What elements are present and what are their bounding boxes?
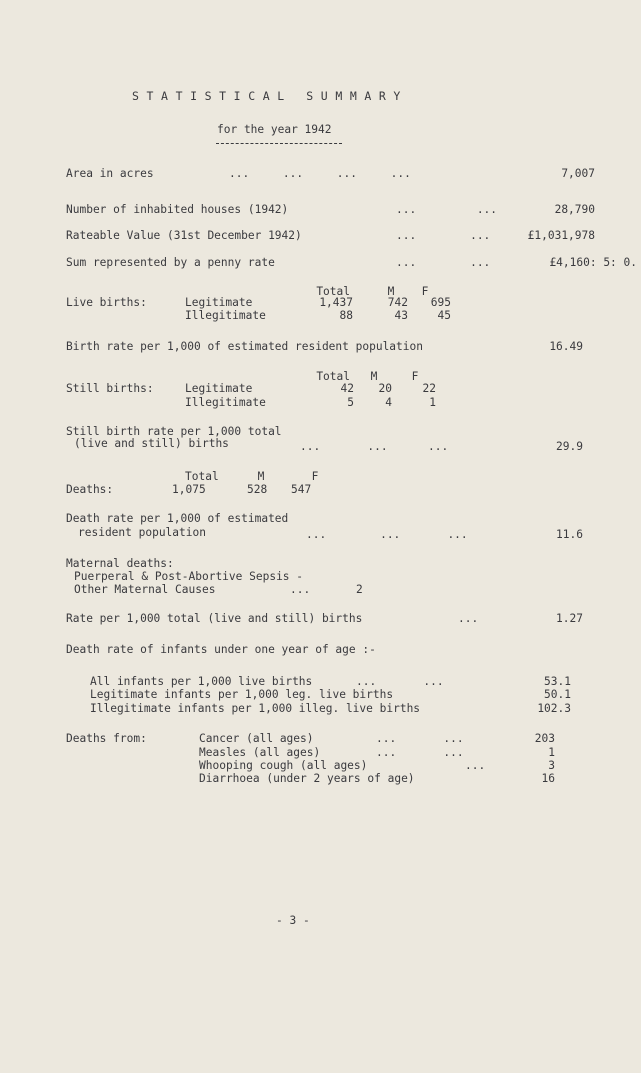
subtitle-underline [216,143,342,144]
live-births-header-total: Total [316,285,350,298]
live-births-header-m: M [387,285,395,298]
still-birth-rate-value: 29.9 [556,440,583,453]
infant-legit-label: Legitimate infants per 1,000 leg. live births [90,688,394,701]
page-number: - 3 - [276,914,310,927]
still-birth-rate-line2: (live and still) births [74,437,229,450]
rateable-value: £1,031,978 [527,229,595,242]
page-title: STATISTICAL SUMMARY [132,89,408,103]
still-births-header-total: Total [316,370,350,383]
infant-illegit-label: Illegitimate infants per 1,000 illeg. live births [90,702,421,715]
birth-rate-value: 16.49 [549,340,583,353]
maternal-other: Other Maternal Causes [74,583,216,596]
still-births-illegit-m: 4 [385,396,392,409]
death-rate-dots: ... ... ... [306,528,468,541]
death-rate-line1: Death rate per 1,000 of estimated [66,512,289,525]
rateable-dots: ... ... [396,229,491,242]
live-births-legit-total: 1,437 [319,296,353,309]
penny-rate-label: Sum represented by a penny rate [66,256,275,269]
still-birth-rate-line1: Still birth rate per 1,000 total [66,425,282,438]
deaths-header-f: F [311,470,319,483]
infant-all-value: 53.1 [544,675,571,688]
deaths-header-m: M [257,470,265,483]
live-births-illegit-f: 45 [437,309,451,322]
cancer-value: 203 [534,732,555,745]
diarrhoea-label: Diarrhoea (under 2 years of age) [199,772,415,785]
maternal-rate-dots: ... [458,612,479,625]
deaths-m: 528 [247,483,268,496]
death-rate-value: 11.6 [556,528,583,541]
cancer-dots: ... ... [376,732,464,745]
cancer-label: Cancer (all ages) [199,732,314,745]
houses-dots: ... ... [396,203,498,216]
maternal-heading: Maternal deaths: [66,557,174,570]
live-births-illegit-m: 43 [394,309,408,322]
live-births-illegit-label: Illegitimate [185,309,266,322]
deaths-f: 547 [291,483,312,496]
whooping-cough-value: 3 [548,759,555,772]
measles-value: 1 [548,746,555,759]
still-birth-rate-dots: ... ... ... [300,440,449,453]
still-births-header-f: F [411,370,419,383]
live-births-legit-f: 695 [430,296,451,309]
deaths-header-total: Total [185,470,219,483]
still-births-illegit-total: 5 [347,396,354,409]
still-births-legit-total: 42 [340,382,354,395]
infant-all-dots: ... ... [356,675,444,688]
still-births-header-m: M [370,370,378,383]
maternal-other-dots: ... [290,583,311,596]
live-births-legit-m: 742 [387,296,408,309]
still-births-legit-f: 22 [422,382,436,395]
infant-illegit-value: 102.3 [537,702,571,715]
still-births-illegit-label: Illegitimate [185,396,266,409]
maternal-rate-label: Rate per 1,000 total (live and still) births [66,612,363,625]
live-births-legit-label: Legitimate [185,296,253,309]
measles-dots: ... ... [376,746,464,759]
infant-all-label: All infants per 1,000 live births [90,675,313,688]
area-dots: ... ... ... ... [229,167,411,180]
diarrhoea-value: 16 [541,772,555,785]
whooping-cough-label: Whooping cough (all ages) [199,759,368,772]
deaths-from-label: Deaths from: [66,732,147,745]
deaths-label: Deaths: [66,483,114,496]
area-value: 7,007 [561,167,595,180]
page-subtitle: for the year 1942 [217,123,332,136]
infant-legit-value: 50.1 [544,688,571,701]
maternal-sepsis: Puerperal & Post-Abortive Sepsis - [74,570,304,583]
penny-rate-value: £4,160: 5: 0. [549,256,637,269]
maternal-other-value: 2 [356,583,363,596]
rateable-label: Rateable Value (31st December 1942) [66,229,302,242]
live-births-label: Live births: [66,296,147,309]
whooping-cough-dots: ... [465,759,486,772]
still-births-legit-m: 20 [378,382,392,395]
infant-heading: Death rate of infants under one year of age :- [66,643,376,656]
live-births-illegit-total: 88 [339,309,353,322]
still-births-legit-label: Legitimate [185,382,253,395]
houses-value: 28,790 [554,203,595,216]
area-label: Area in acres [66,167,154,180]
still-births-label: Still births: [66,382,154,395]
still-births-illegit-f: 1 [429,396,436,409]
deaths-total: 1,075 [172,483,206,496]
penny-rate-dots: ... ... [396,256,491,269]
houses-label: Number of inhabited houses (1942) [66,203,289,216]
live-births-header-f: F [421,285,429,298]
maternal-rate-value: 1.27 [556,612,583,625]
birth-rate-label: Birth rate per 1,000 of estimated resident population [66,340,423,353]
measles-label: Measles (all ages) [199,746,321,759]
death-rate-line2: resident population [78,526,206,539]
